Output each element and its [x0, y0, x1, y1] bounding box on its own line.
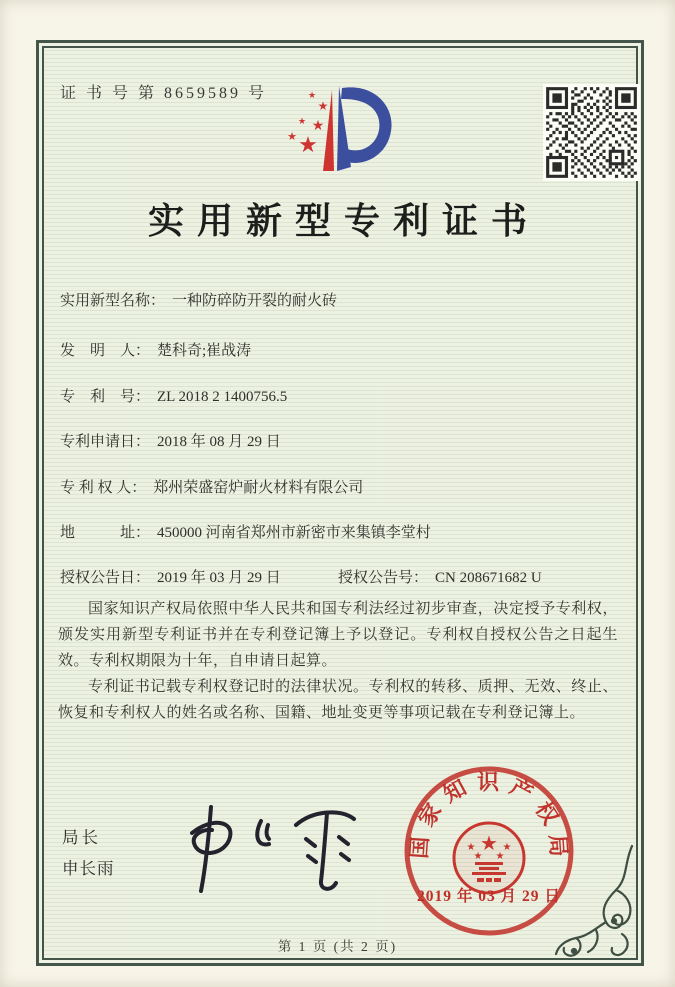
field-value: 楚科奇;崔战涛 [157, 343, 252, 359]
legal-paragraph-2: 专利证书记载专利权登记时的法律状况。专利权的转移、质押、无效、终止、恢复和专利权人的姓名或名称、国籍、地址变更等事项记载在专利登记簿上。 [58, 679, 618, 721]
national-emblem-icon [454, 823, 524, 893]
field-value: 郑州荣盛窑炉耐火材料有限公司 [153, 480, 364, 496]
svg-text:★: ★ [466, 842, 476, 853]
field-label: 发 明 人： [60, 343, 151, 359]
field-value: 2018 年 08 月 29 日 [157, 434, 281, 450]
logo-stars [287, 91, 328, 158]
seal-date: 2019 年 03 月 29 日 [417, 888, 561, 905]
svg-text:★: ★ [311, 118, 325, 134]
grant-number-group [338, 566, 542, 587]
svg-text:★: ★ [480, 831, 498, 855]
field-row-address [60, 521, 620, 542]
field-label: 专 利 号： [60, 389, 151, 405]
page-number: 第 1 页 (共 2 页) [277, 939, 398, 954]
certificate-title: 实用新型专利证书 [147, 201, 540, 241]
svg-text:★: ★ [297, 117, 307, 127]
svg-text:★: ★ [307, 91, 317, 101]
field-label: 实用新型名称： [60, 293, 166, 309]
svg-text:★: ★ [317, 99, 329, 113]
svg-text:★: ★ [473, 851, 483, 862]
svg-text:★: ★ [495, 851, 505, 862]
seal-agency-text: 国家知识产权局 [406, 769, 572, 860]
svg-text:★: ★ [298, 133, 318, 158]
svg-text:★: ★ [502, 842, 512, 853]
field-value: 一种防碎防开裂的耐火砖 [172, 293, 338, 309]
legal-paragraph-1: 国家知识产权局依照中华人民共和国专利法经过初步审查，决定授予专利权，颁发实用新型专利证书并在专利登记簿上予以登记。专利权自授权公告之日起生效。专利权期限为十年，自申请日起算。 [58, 601, 618, 669]
field-label: 专 利 权 人： [60, 480, 147, 496]
cnipa-logo-icon [278, 74, 400, 184]
field-row-patent-no [60, 385, 620, 406]
commissioner-title: 局长 [62, 828, 101, 847]
field-row-inventor [60, 339, 620, 360]
legal-text-block [58, 596, 618, 726]
svg-text:★: ★ [287, 130, 297, 143]
field-label: 授权公告日： [60, 570, 151, 586]
certificate-number: 证 书 号 第 8659589 号 [60, 85, 268, 102]
field-label: 专利申请日： [60, 434, 151, 450]
handwritten-signature-icon [140, 793, 375, 901]
field-label: 地 址： [60, 525, 151, 541]
field-label: 授权公告号： [338, 570, 429, 586]
field-value: CN 208671682 U [435, 570, 542, 586]
field-row-filing-date [60, 430, 620, 451]
field-row-name [60, 289, 620, 310]
field-value: ZL 2018 2 1400756.5 [157, 389, 288, 405]
field-row-grant [60, 566, 620, 587]
field-value: 2019 年 03 月 29 日 [157, 570, 281, 586]
field-value: 450000 河南省郑州市新密市来集镇李堂村 [157, 525, 431, 541]
logo-p-bowl [341, 87, 392, 163]
field-row-patentee [60, 476, 620, 497]
qr-code-icon [543, 84, 640, 181]
commissioner-name: 申长雨 [62, 859, 115, 878]
